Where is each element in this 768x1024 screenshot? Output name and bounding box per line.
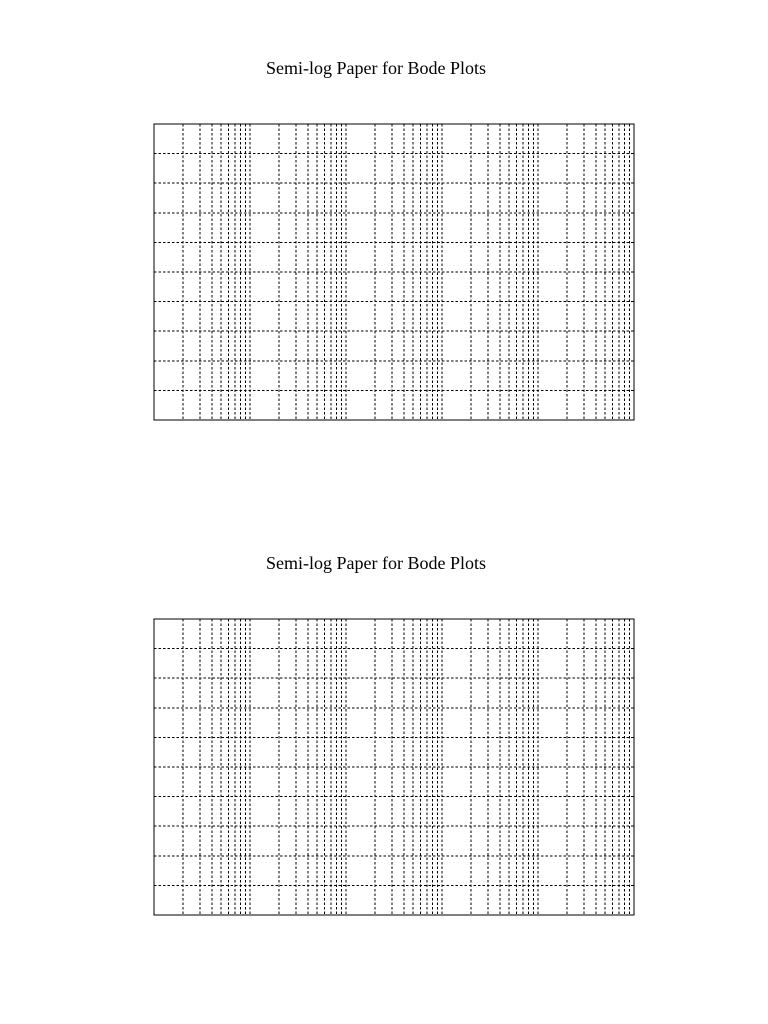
chart-title: Semi-log Paper for Bode Plots: [266, 58, 486, 78]
semilog-grid: [0, 0, 768, 440]
chart-title: Semi-log Paper for Bode Plots: [266, 553, 486, 573]
semilog-grid: [0, 495, 768, 935]
